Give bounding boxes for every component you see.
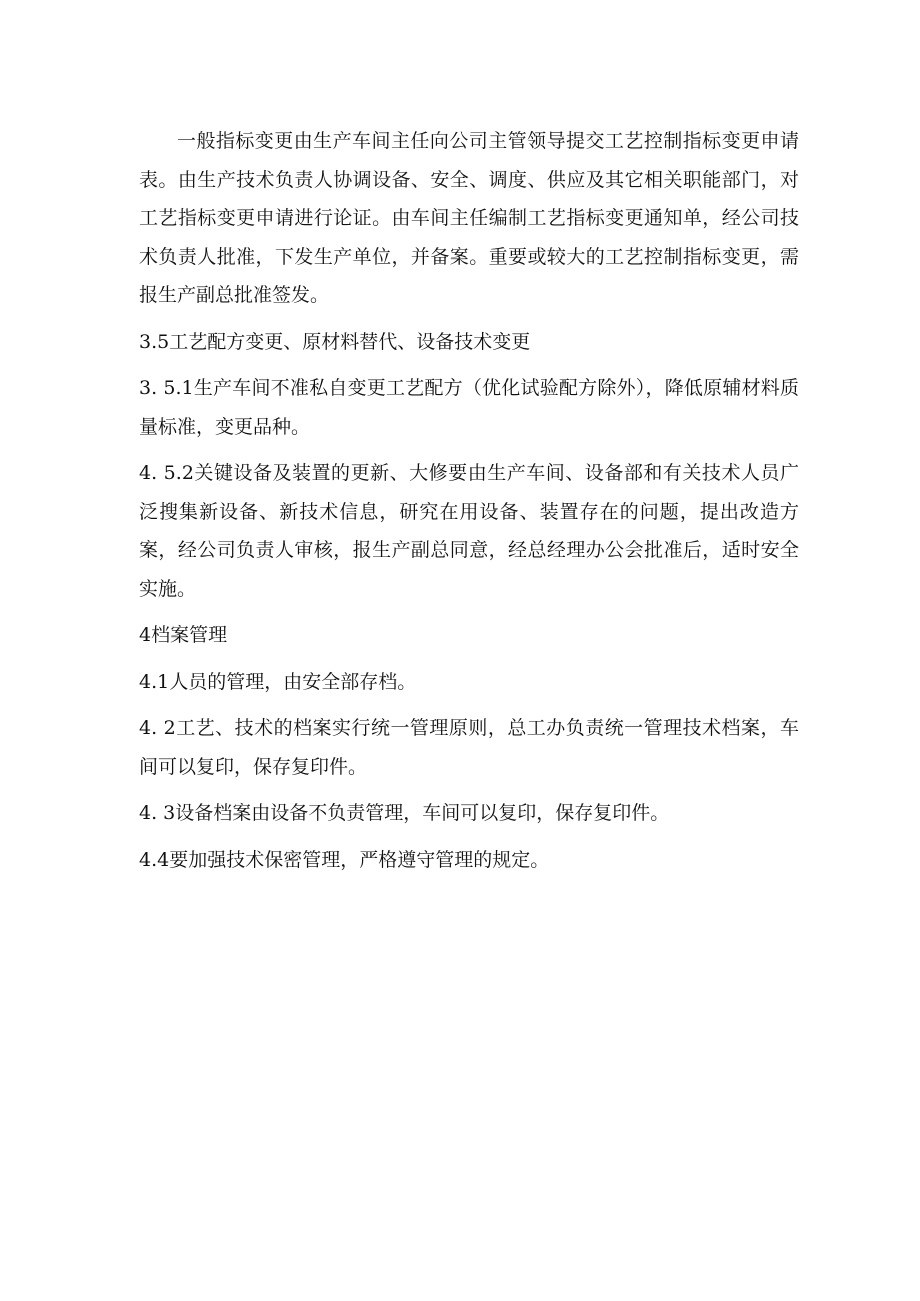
paragraph-3-5-1: 3. 5.1生产车间不准私自变更工艺配方（优化试验配方除外），降低原辅材料质量标准，变更品种。 [139, 377, 799, 438]
heading-4-archive-management: 4档案管理 [139, 624, 228, 646]
paragraph-4-4: 4.4要加强技术保密管理，严格遵守管理的规定。 [139, 848, 550, 871]
paragraph-4-2: 4. 2工艺、技术的档案实行统一管理原则，总工办负责统一管理技术档案，车间可以复印，保存复印件。 [139, 717, 799, 778]
paragraph-4-1: 4.1人员的管理，由安全部存档。 [139, 670, 417, 693]
paragraph-4-3: 4. 3设备档案由设备不负责管理，车间可以复印，保存复印件。 [139, 802, 670, 824]
heading-3-5: 3.5工艺配方变更、原材料替代、设备技术变更 [139, 330, 531, 353]
paragraph-indicator-change-procedure: 一般指标变更由生产车间主任向公司主管领导提交工艺控制指标变更申请表。由生产技术负责人协调设备、安全、调度、供应及其它相关职能部门，对工艺指标变更申请进行论证。由车间主任编制工艺指标变更通知单，经公司技术负责人批准，下发生产单位，并备案。重要或较大的工艺控制指标变更，需报生产副总批准签发。 [139, 130, 799, 306]
paragraph-4-5-2: 4. 5.2关键设备及装置的更新、大修要由生产车间、设备部和有关技术人员广泛搜集新设备、新技术信息，研究在用设备、装置存在的问题，提出改造方案，经公司负责人审核，报生产副总同意，经总经理办公会批准后，适时安全实施。 [139, 462, 799, 600]
document-body [139, 122, 799, 879]
